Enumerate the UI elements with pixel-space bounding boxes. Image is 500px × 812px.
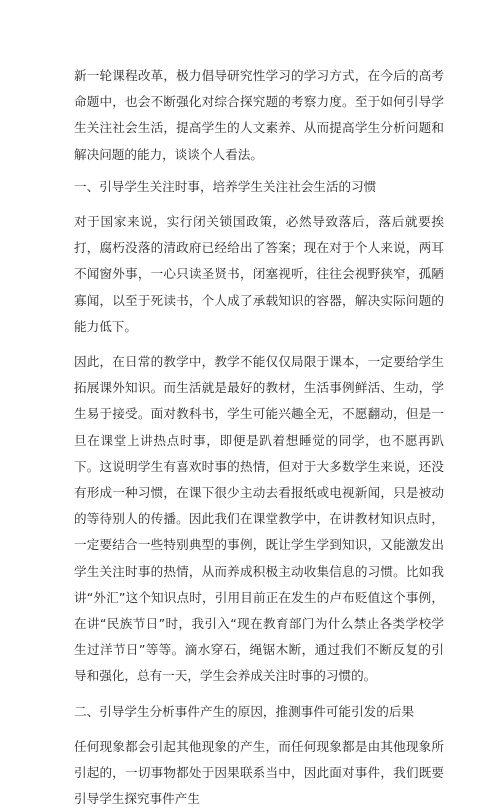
paragraph-intro: 新一轮课程改革，极力倡导研究性学习的学习方式，在今后的高考命题中，也会不断强化对综合探究题的考察力度。至于如何引导学生关注社会生活，提高学生的人文素养、从而提高学生分析问题和解决问题的能力，谈谈个人看法。 <box>74 68 444 162</box>
paragraph-2: 因此，在日常的教学中，教学不能仅仅局限于课本，一定要给学生拓展课外知识。而生活就是最好的教材，生活事例鲜活、生动，学生易于接受。面对教科书，学生可能兴趣全无，不愿翻动，但是一旦在课堂上讲热点时事，即便是趴着想睡觉的同学，也不愿再趴下。这说明学生有喜欢时事的热情，但对于大多数学生来说，还没有形成一种习惯，在课下很少主动去看报纸或电视新闻，只是被动的等待别人的传播。因此我们在课堂教学中，在讲教材知识点时，一定要结合一些特别典型的事例，既让学生学到知识，又能激发出学生关注时事的热情，从而养成积极主动收集信息的习惯。比如我讲“外汇”这个知识点时，引用目前正在发生的卢布贬值这个事例，在讲“民族节日”时，我引入“现在教育部门为什么禁止各类学校学生过洋节日”等等。滴水穿石，绳锯木断，通过我们不断反复的引导和强化，总有一天，学生会养成关注时事的习惯的。 <box>74 354 444 684</box>
paragraph-3: 任何现象都会引起其他现象的产生，而任何现象都是由其他现象所引起的，一切事物都处于因果联系当中，因此面对事件，我们既要引导学生探究事件产生 <box>74 738 444 807</box>
section-heading-1: 一、引导学生关注时事，培养学生关注社会生活的习惯 <box>74 178 377 194</box>
paragraph-1: 对于国家来说，实行闭关锁国政策，必然导致落后，落后就要挨打，腐朽没落的清政府已经给出了答案；现在对于个人来说，两耳不闻窗外事，一心只读圣贤书，闭塞视听，往往会视野狭窄，孤陋寡闻，以至于死读书，个人成了承载知识的容器，解决实际问题的能力低下。 <box>74 214 444 334</box>
section-heading-2: 二、引导学生分析事件产生的原因，推测事件可能引发的后果 <box>74 703 415 719</box>
